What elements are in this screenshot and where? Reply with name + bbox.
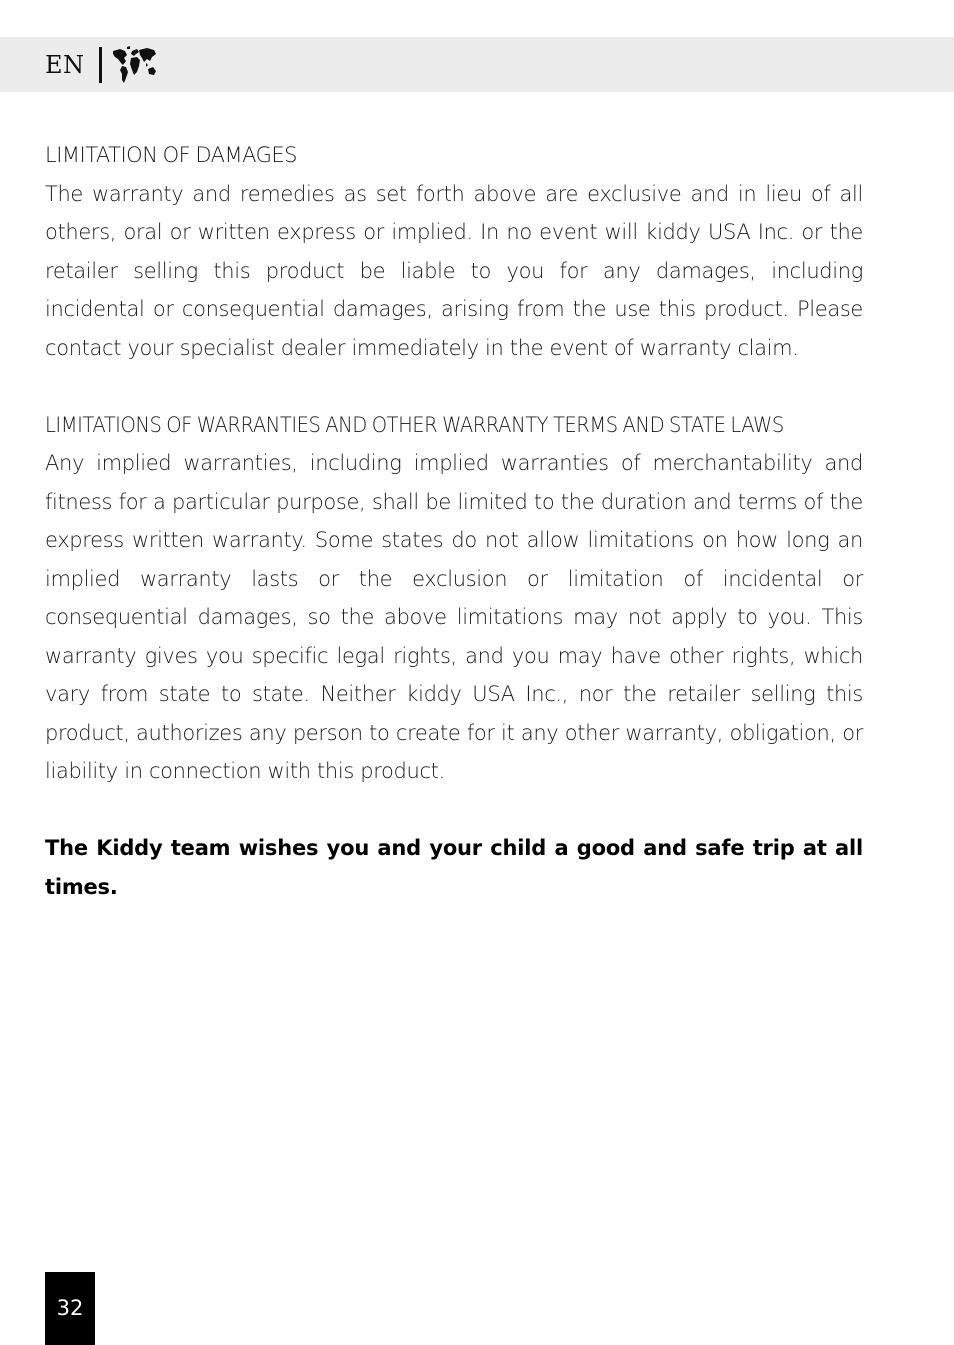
section-paragraph: Any implied warranties, including implied warranties of merchantability and fitness for a particular purpose, shall be limited to the duration and terms of the express written warranty. Some states do not allow limitations on how long an implied warranty lasts or the exclusion or limitation of incidental or consequential damages, so the above limitations may not apply to you. This warranty gives you specific legal rights, and you may have other rights, which vary from state to state. Neither kiddy USA Inc., nor the retailer selling this product, authorizes any person to create for it any other warranty, obligation, or liability in connection with this product. bbox=[45, 451, 863, 783]
closing-statement: The Kiddy team wishes you and your child a good and safe trip at all times. bbox=[45, 836, 863, 899]
document-body bbox=[45, 136, 863, 906]
header-divider bbox=[99, 47, 102, 83]
language-code: EN bbox=[45, 51, 85, 79]
section-heading: LIMITATIONS OF WARRANTIES AND OTHER WARRANTY TERMS AND STATE LAWS bbox=[45, 412, 784, 437]
section-limitations-of-warranties bbox=[45, 406, 863, 791]
section-paragraph: The warranty and remedies as set forth above are exclusive and in lieu of all others, oral or written express or implied. In no event will kiddy USA Inc. or the retailer selling this product be liable to you for any damages, including incidental or consequential damages, arising from the use this product. Please contact your specialist dealer immediately in the event of warranty claim. bbox=[45, 181, 863, 360]
page-number: 32 bbox=[45, 1272, 95, 1345]
section-limitation-of-damages bbox=[45, 136, 863, 367]
section-heading: LIMITATION OF DAMAGES bbox=[45, 143, 298, 167]
globe-icon bbox=[110, 45, 158, 85]
